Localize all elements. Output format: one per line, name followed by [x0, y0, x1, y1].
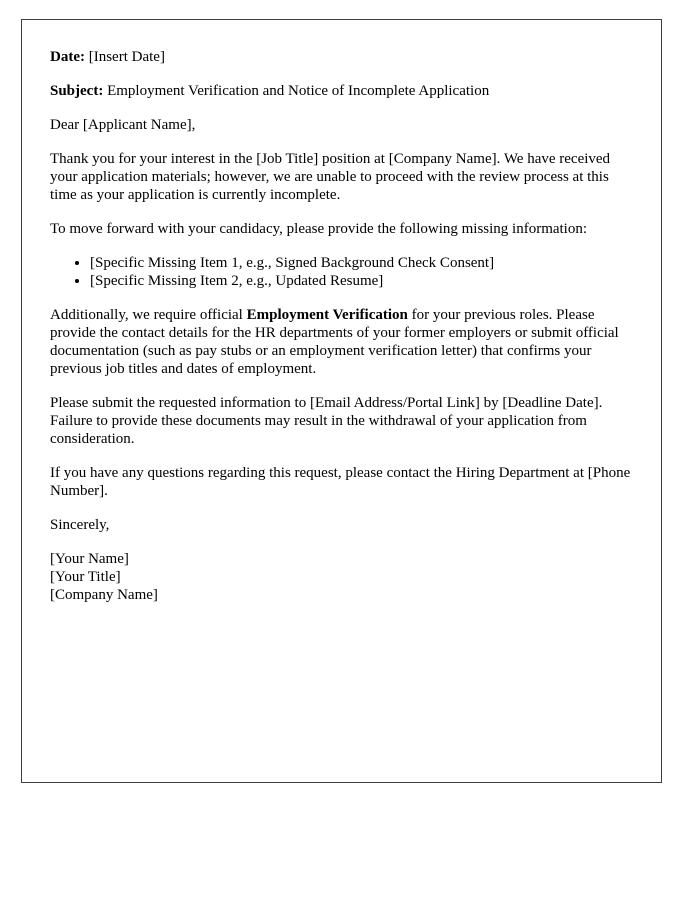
signature-block — [50, 550, 635, 604]
missing-info-intro: To move forward with your candidacy, please provide the following missing information: — [50, 221, 588, 237]
date-label: Date: — [50, 49, 85, 65]
subject-value: Employment Verification and Notice of Incomplete Application — [103, 83, 490, 99]
verification-text-pre: Additionally, we require official — [50, 307, 247, 323]
date-value: [Insert Date] — [84, 49, 165, 65]
verification-text-post: for your previous roles. Please provide the contact details for the HR departments of your former employers or submit official documentation (such as pay stubs or an employment verification letter) that confirms your previous job titles and dates of employment. — [50, 307, 619, 377]
verification-emphasis: Employment Verification — [246, 307, 408, 323]
signature-name: [Your Name] — [50, 551, 129, 567]
signature-company: [Company Name] — [50, 587, 158, 603]
closing: Sincerely, — [50, 517, 110, 533]
missing-item: • [Specific Missing Item 2, e.g., Updated Resume] — [90, 272, 635, 290]
date-line — [50, 48, 635, 66]
letter-page — [21, 19, 662, 783]
verification-paragraph — [50, 306, 635, 378]
questions-paragraph: If you have any questions regarding this request, please contact the Hiring Department at [Phone Number]. — [50, 465, 631, 499]
intro-paragraph: Thank you for your interest in the [Job Title] position at [Company Name]. We have received your application materials; however, we are unable to proceed with the review process at this time as your application is currently incomplete. — [50, 151, 611, 203]
salutation: Dear [Applicant Name], — [50, 117, 196, 133]
submission-paragraph: Please submit the requested information to [Email Address/Portal Link] by [Deadline Date]. Failure to provide these documents may result in the withdrawal of your application from consideration. — [50, 395, 603, 447]
signature-title: [Your Title] — [50, 569, 121, 585]
missing-item: • [Specific Missing Item 1, e.g., Signed Background Check Consent] — [90, 254, 635, 272]
missing-items-list — [50, 254, 635, 290]
subject-line — [50, 82, 635, 100]
subject-label: Subject: — [50, 83, 104, 99]
